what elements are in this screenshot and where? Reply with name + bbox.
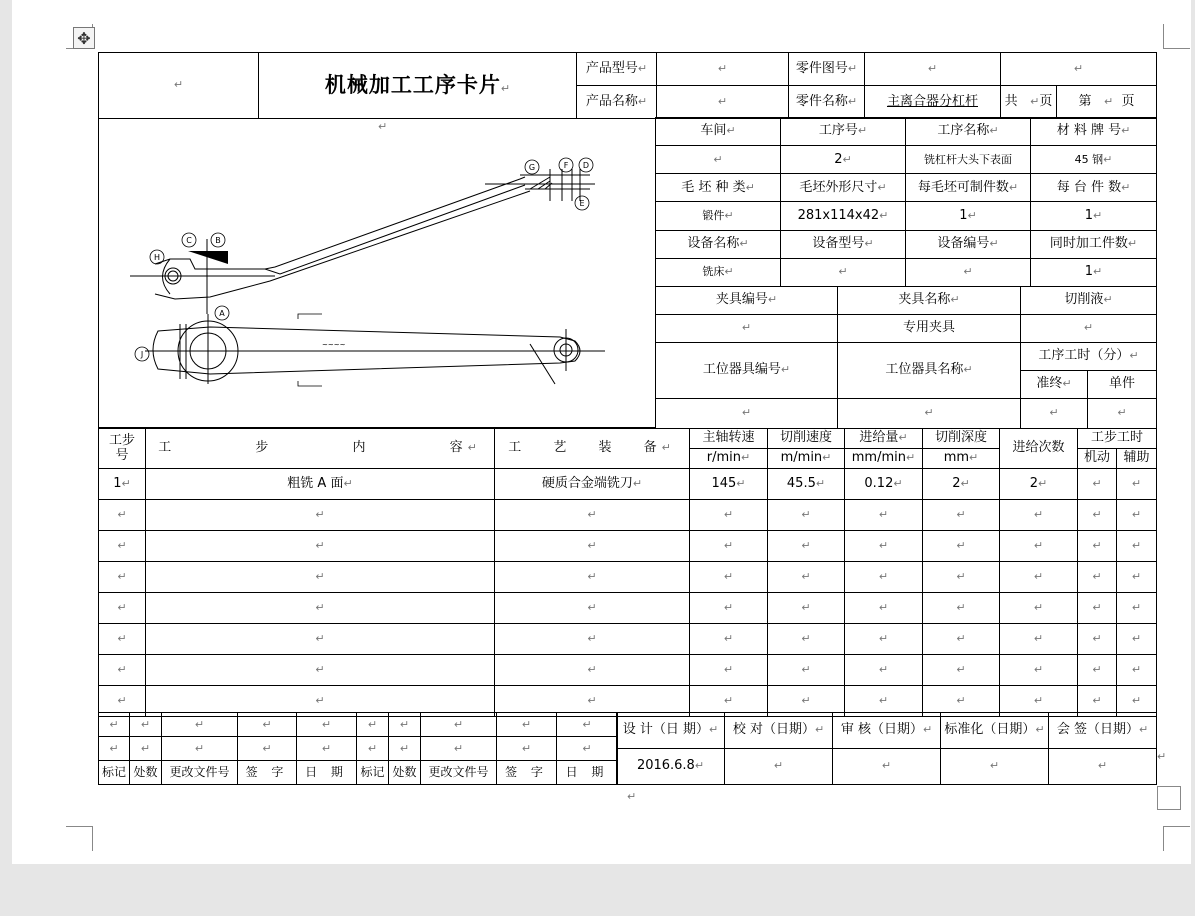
- unit-time-label: 单件: [1088, 371, 1157, 399]
- unit-speed: m/min↵: [768, 449, 845, 469]
- unit-feed: mm/min↵: [845, 449, 923, 469]
- header-table: [98, 52, 1157, 119]
- cell[interactable]: ↵: [1078, 531, 1117, 562]
- col-passes: 进给次数: [1000, 429, 1078, 469]
- cell[interactable]: ↵: [923, 655, 1000, 686]
- cell[interactable]: ↵: [421, 737, 497, 761]
- count-label: 处数: [389, 761, 421, 785]
- check-date-value[interactable]: ↵: [725, 749, 833, 785]
- cell[interactable]: ↵: [495, 686, 690, 717]
- cell[interactable]: ↵: [923, 593, 1000, 624]
- col-content: 工 步 内 容↵: [146, 429, 495, 469]
- step-spindle[interactable]: 145↵: [690, 469, 768, 500]
- cell[interactable]: ↵: [389, 713, 421, 737]
- doc-label: 更改文件号: [162, 761, 238, 785]
- product-name-value[interactable]: ↵: [657, 86, 789, 119]
- coolant-label: 切削液↵: [1021, 287, 1157, 315]
- equip-no-value[interactable]: ↵: [906, 258, 1031, 286]
- part-drawing-no-value[interactable]: ↵: [865, 53, 1001, 86]
- cell[interactable]: ↵: [357, 713, 389, 737]
- fixture-table: [655, 286, 1157, 429]
- station-tool-name-label: 工位器具名称↵: [838, 343, 1021, 399]
- op-name-value[interactable]: 铣杠杆大头下表面: [906, 146, 1031, 174]
- cell[interactable]: ↵: [1078, 624, 1117, 655]
- fixture-name-label: 夹具名称↵: [838, 287, 1021, 315]
- cell[interactable]: ↵: [99, 713, 130, 737]
- cell[interactable]: ↵: [1000, 624, 1078, 655]
- cell[interactable]: ↵: [146, 686, 495, 717]
- cell[interactable]: ↵: [690, 686, 768, 717]
- station-tool-no-value[interactable]: ↵: [656, 399, 838, 429]
- cell[interactable]: ↵: [238, 737, 297, 761]
- step-no[interactable]: 1↵: [99, 469, 146, 500]
- cell[interactable]: ↵: [690, 655, 768, 686]
- cell[interactable]: ↵: [690, 500, 768, 531]
- design-label: 设 计（日 期）↵: [617, 713, 725, 749]
- table-row[interactable]: [99, 562, 1157, 593]
- revision-table: [98, 712, 618, 785]
- cell[interactable]: ↵: [1078, 562, 1117, 593]
- header-blank-cell[interactable]: ↵: [99, 53, 259, 119]
- cell[interactable]: ↵: [130, 713, 162, 737]
- cell[interactable]: ↵: [1000, 593, 1078, 624]
- fixture-no-label: 夹具编号↵: [656, 287, 838, 315]
- workshop-label: 车间↵: [656, 118, 781, 146]
- cell[interactable]: ↵: [845, 686, 923, 717]
- drawing-label-g: G: [528, 163, 536, 172]
- sign-label: 签 字: [238, 761, 297, 785]
- col-step-time: 工步工时: [1078, 429, 1157, 449]
- cell[interactable]: ↵: [690, 593, 768, 624]
- cell[interactable]: ↵: [557, 713, 618, 737]
- cell[interactable]: ↵: [1000, 500, 1078, 531]
- cell[interactable]: ↵: [146, 655, 495, 686]
- cell[interactable]: ↵: [1000, 655, 1078, 686]
- cell[interactable]: ↵: [357, 737, 389, 761]
- cell[interactable]: ↵: [99, 686, 146, 717]
- table-row[interactable]: [99, 624, 1157, 655]
- info-table: [655, 117, 1157, 287]
- sign-date-value[interactable]: ↵: [1049, 749, 1157, 785]
- col-speed: 切削速度: [768, 429, 845, 449]
- table-row[interactable]: [99, 593, 1157, 624]
- blank-type-label: 毛 坯 种 类↵: [656, 174, 781, 202]
- cell[interactable]: ↵: [495, 624, 690, 655]
- cell[interactable]: ↵: [768, 686, 845, 717]
- cell[interactable]: ↵: [690, 562, 768, 593]
- current-page[interactable]: 第 ↵ 页: [1057, 86, 1157, 119]
- part-name-value[interactable]: 主离合器分杠杆: [865, 86, 1001, 119]
- cell[interactable]: ↵: [497, 713, 557, 737]
- drawing-label-b: B: [215, 236, 221, 245]
- col-depth: 切削深度: [923, 429, 1000, 449]
- product-name-label: 产品名称↵: [577, 86, 657, 119]
- product-model-label: 产品型号↵: [577, 53, 657, 86]
- cell[interactable]: ↵: [768, 531, 845, 562]
- fixture-name-value[interactable]: 专用夹具: [838, 315, 1021, 343]
- cell[interactable]: ↵: [421, 713, 497, 737]
- cell[interactable]: ↵: [845, 531, 923, 562]
- review-date-value[interactable]: ↵: [833, 749, 941, 785]
- cell[interactable]: ↵: [495, 593, 690, 624]
- material-label: 材 料 牌 号↵: [1031, 118, 1157, 146]
- fixture-no-value[interactable]: ↵: [656, 315, 838, 343]
- paragraph-mark: ↵: [627, 790, 637, 803]
- mark-label: 标记: [99, 761, 130, 785]
- crop-mark-bottom-right: [1163, 826, 1190, 851]
- equip-name-label: 设备名称↵: [656, 230, 781, 258]
- cell[interactable]: ↵: [497, 737, 557, 761]
- blank-dims-label: 毛坯外形尺寸↵: [781, 174, 906, 202]
- crop-mark-top-right: [1163, 24, 1190, 49]
- cell[interactable]: ↵: [1078, 655, 1117, 686]
- cell[interactable]: ↵: [1078, 686, 1117, 717]
- cell[interactable]: ↵: [768, 593, 845, 624]
- doc-label: 更改文件号: [421, 761, 497, 785]
- cell[interactable]: ↵: [557, 737, 618, 761]
- cell[interactable]: ↵: [845, 655, 923, 686]
- cell[interactable]: ↵: [99, 593, 146, 624]
- drawing-label-f: F: [563, 161, 569, 170]
- cell[interactable]: ↵: [1117, 593, 1157, 624]
- cell[interactable]: ↵: [690, 531, 768, 562]
- step-equipment[interactable]: 硬质合金端铣刀↵: [495, 469, 690, 500]
- cell[interactable]: ↵: [495, 655, 690, 686]
- table-row[interactable]: [99, 469, 1157, 500]
- prep-time-value[interactable]: ↵: [1021, 399, 1088, 429]
- cell[interactable]: ↵: [1117, 562, 1157, 593]
- sign-label: 签 字: [497, 761, 557, 785]
- mark-label: 标记: [357, 761, 389, 785]
- table-row[interactable]: [99, 500, 1157, 531]
- cell[interactable]: ↵: [297, 737, 357, 761]
- op-name-label: 工序名称↵: [906, 118, 1031, 146]
- table-move-icon[interactable]: ✥: [73, 27, 95, 49]
- col-equipment: 工 艺 装 备↵: [495, 429, 690, 469]
- cell[interactable]: ↵: [146, 531, 495, 562]
- date-label: 日 期: [297, 761, 357, 785]
- simul-parts-label: 同时加工件数↵: [1031, 230, 1157, 258]
- cell[interactable]: ↵: [146, 593, 495, 624]
- cell[interactable]: ↵: [238, 713, 297, 737]
- cell[interactable]: ↵: [495, 562, 690, 593]
- cell[interactable]: ↵: [1078, 593, 1117, 624]
- cell[interactable]: ↵: [768, 500, 845, 531]
- prep-time-label: 准终↵: [1021, 371, 1088, 399]
- cell[interactable]: ↵: [1117, 531, 1157, 562]
- product-model-value[interactable]: ↵: [657, 53, 789, 86]
- part-drawing-no-label: 零件图号↵: [789, 53, 865, 86]
- cell[interactable]: ↵: [297, 713, 357, 737]
- header-extra-cell[interactable]: ↵: [1001, 53, 1157, 86]
- op-no-label: 工序号↵: [781, 118, 906, 146]
- cell[interactable]: ↵: [146, 562, 495, 593]
- workshop-value[interactable]: ↵: [656, 146, 781, 174]
- cell[interactable]: ↵: [99, 500, 146, 531]
- step-feed[interactable]: 0.12↵: [845, 469, 923, 500]
- drawing-label-c: C: [186, 236, 192, 245]
- cell[interactable]: ↵: [1000, 686, 1078, 717]
- cell[interactable]: ↵: [845, 500, 923, 531]
- cell[interactable]: ↵: [495, 531, 690, 562]
- col-aux-time: 辅助: [1117, 449, 1157, 469]
- cell[interactable]: ↵: [389, 737, 421, 761]
- drawing-label-h: H: [153, 253, 161, 262]
- cell[interactable]: ↵: [99, 737, 130, 761]
- review-label: 审 核（日期）↵: [833, 713, 941, 749]
- part-name-label: 零件名称↵: [789, 86, 865, 119]
- step-depth[interactable]: 2↵: [923, 469, 1000, 500]
- svg-text:~~~~: ~~~~: [322, 341, 346, 349]
- drawing-label-j: J: [140, 350, 144, 359]
- cell[interactable]: ↵: [162, 737, 238, 761]
- unit-time-value[interactable]: ↵: [1088, 399, 1157, 429]
- unit-depth: mm↵: [923, 449, 1000, 469]
- station-tool-no-label: 工位器具编号↵: [656, 343, 838, 399]
- unit-spindle: r/min↵: [690, 449, 768, 469]
- cell[interactable]: ↵: [923, 500, 1000, 531]
- cell[interactable]: ↵: [130, 737, 162, 761]
- col-step-no: 工步号: [99, 429, 146, 469]
- check-label: 校 对（日期）↵: [725, 713, 833, 749]
- cell[interactable]: ↵: [1117, 624, 1157, 655]
- design-date-value[interactable]: 2016.6.8↵: [617, 749, 725, 785]
- sign-off-label: 会 签（日期）↵: [1049, 713, 1157, 749]
- equip-model-value[interactable]: ↵: [781, 258, 906, 286]
- col-spindle: 主轴转速: [690, 429, 768, 449]
- step-machine-time[interactable]: ↵: [1078, 469, 1117, 500]
- count-label: 处数: [130, 761, 162, 785]
- crop-mark-bottom-left: [66, 826, 93, 851]
- approval-table: [616, 712, 1157, 785]
- cell[interactable]: ↵: [690, 624, 768, 655]
- simul-parts-value[interactable]: 1↵: [1031, 258, 1157, 286]
- cell[interactable]: ↵: [495, 500, 690, 531]
- cell[interactable]: ↵: [768, 562, 845, 593]
- step-aux-time[interactable]: ↵: [1117, 469, 1157, 500]
- table-row[interactable]: [99, 655, 1157, 686]
- date-label: 日 期: [557, 761, 618, 785]
- material-value[interactable]: 45 钢↵: [1031, 146, 1157, 174]
- parts-per-blank-label: 每毛坯可制件数↵: [906, 174, 1031, 202]
- cell[interactable]: ↵: [768, 624, 845, 655]
- cell[interactable]: ↵: [1117, 686, 1157, 717]
- card-title: 机械加工工序卡片↵: [259, 53, 577, 119]
- standard-date-value[interactable]: ↵: [941, 749, 1049, 785]
- cell[interactable]: ↵: [923, 686, 1000, 717]
- cell[interactable]: ↵: [1078, 500, 1117, 531]
- standard-label: 标准化（日期）↵: [941, 713, 1049, 749]
- paragraph-mark: ↵: [1157, 750, 1167, 763]
- cell[interactable]: ↵: [845, 593, 923, 624]
- drawing-label-a: A: [219, 309, 225, 318]
- coolant-value[interactable]: ↵: [1021, 315, 1157, 343]
- cell[interactable]: ↵: [162, 713, 238, 737]
- cell[interactable]: ↵: [99, 624, 146, 655]
- blank-dims-value[interactable]: 281x114x42↵: [781, 202, 906, 230]
- step-speed[interactable]: 45.5↵: [768, 469, 845, 500]
- cell[interactable]: ↵: [923, 531, 1000, 562]
- cell[interactable]: ↵: [99, 531, 146, 562]
- equip-model-label: 设备型号↵: [781, 230, 906, 258]
- col-machine-time: 机动: [1078, 449, 1117, 469]
- op-no-value[interactable]: 2↵: [781, 146, 906, 174]
- equip-no-label: 设备编号↵: [906, 230, 1031, 258]
- op-time-label: 工序工时（分）↵: [1021, 343, 1157, 371]
- parts-per-blank-value[interactable]: 1↵: [906, 202, 1031, 230]
- cell[interactable]: ↵: [845, 624, 923, 655]
- cell[interactable]: ↵: [99, 655, 146, 686]
- cell[interactable]: ↵: [146, 500, 495, 531]
- cell[interactable]: ↵: [845, 562, 923, 593]
- col-feed: 进给量↵: [845, 429, 923, 449]
- cell[interactable]: ↵: [1117, 655, 1157, 686]
- drawing-label-e: E: [579, 199, 585, 208]
- cell[interactable]: ↵: [923, 562, 1000, 593]
- table-row[interactable]: [99, 531, 1157, 562]
- table-resize-handle[interactable]: [1157, 786, 1181, 810]
- equip-name-value[interactable]: 铣床↵: [656, 258, 781, 286]
- station-tool-name-value[interactable]: ↵: [838, 399, 1021, 429]
- part-drawing: [100, 119, 655, 426]
- total-pages[interactable]: 共 ↵页: [1001, 86, 1057, 119]
- drawing-label-d: D: [582, 161, 590, 170]
- step-passes[interactable]: 2↵: [1000, 469, 1078, 500]
- cell[interactable]: ↵: [923, 624, 1000, 655]
- per-machine-label: 每 台 件 数↵: [1031, 174, 1157, 202]
- cell[interactable]: ↵: [146, 624, 495, 655]
- cell[interactable]: ↵: [1000, 562, 1078, 593]
- cell[interactable]: ↵: [1117, 500, 1157, 531]
- per-machine-value[interactable]: 1↵: [1031, 202, 1157, 230]
- step-content[interactable]: 粗铣 A 面↵: [146, 469, 495, 500]
- steps-table: [98, 428, 1157, 717]
- cell[interactable]: ↵: [1000, 531, 1078, 562]
- cell[interactable]: ↵: [99, 562, 146, 593]
- cell[interactable]: ↵: [768, 655, 845, 686]
- blank-type-value[interactable]: 锻件↵: [656, 202, 781, 230]
